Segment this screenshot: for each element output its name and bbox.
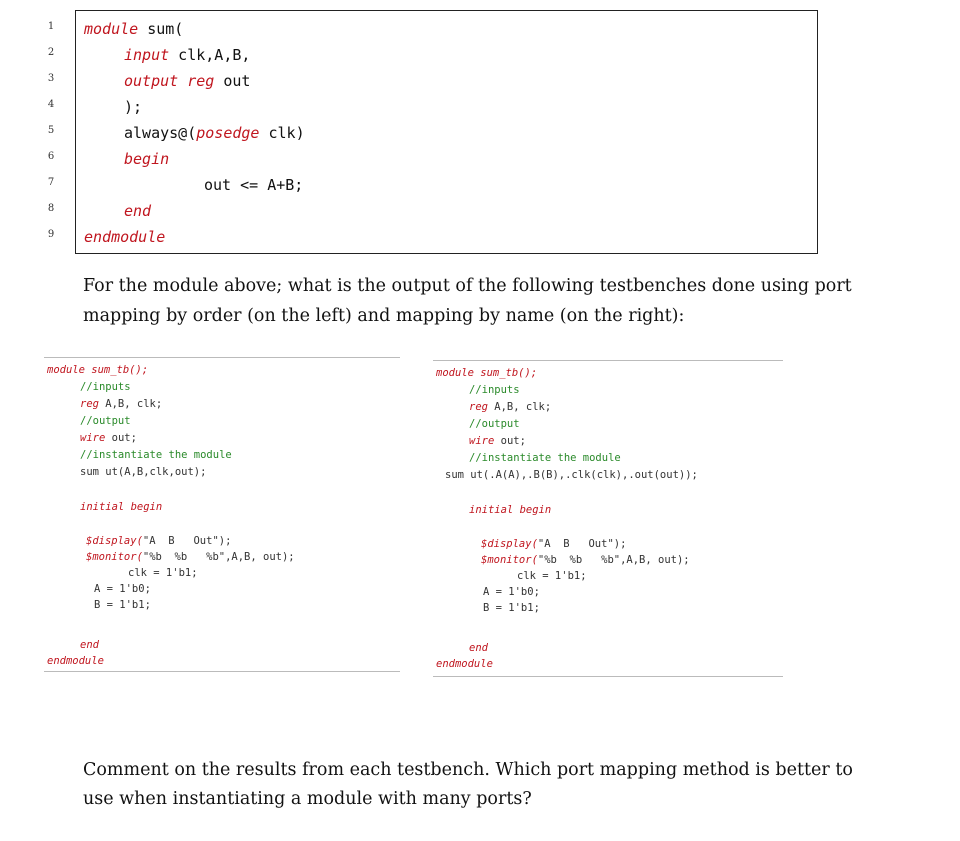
keyword: reg <box>469 401 488 413</box>
code-text: "%b %b %b",A,B, out); <box>537 554 690 566</box>
keyword: $display( <box>86 535 143 547</box>
tb-monitor-line <box>481 554 690 566</box>
line-number-4: 4 <box>47 99 55 110</box>
tb-comment-inputs: //inputs <box>469 384 520 396</box>
line-number-9: 9 <box>47 229 55 240</box>
tb-module-line <box>47 364 148 376</box>
tb-comment-instantiate: //instantiate the module <box>80 449 232 461</box>
keyword: $monitor( <box>86 551 143 563</box>
line-number-1: 1 <box>47 21 55 32</box>
code-line-9 <box>84 228 165 246</box>
line-number-6: 6 <box>47 151 55 162</box>
tb-initial-begin: initial begin <box>80 501 163 513</box>
code-text: sum( <box>138 20 184 38</box>
keyword: module sum_tb(); <box>436 367 538 379</box>
tb-clk-line: clk = 1'b1; <box>517 570 587 582</box>
code-text: out; <box>494 435 526 447</box>
keyword: posedge <box>196 124 260 142</box>
code-text: clk) <box>259 124 305 142</box>
line-number-2: 2 <box>47 47 55 58</box>
keyword: begin <box>124 150 170 168</box>
code-text: "A B Out"); <box>142 535 232 547</box>
testbench-left <box>44 357 400 672</box>
code-line-1 <box>84 20 183 38</box>
question-2-line-2: use when instantiating a module with many ports? <box>83 789 532 809</box>
question-1-line-2: mapping by order (on the left) and mapping by name (on the right): <box>83 306 685 326</box>
keyword: wire <box>80 432 106 444</box>
keyword: reg <box>80 398 99 410</box>
tb-monitor-line <box>86 551 295 563</box>
question-2-line-1: Comment on the results from each testbench. Which port mapping method is better to <box>83 760 853 780</box>
keyword: endmodule <box>84 228 166 246</box>
keyword: module sum_tb(); <box>47 364 149 376</box>
code-text: always@( <box>124 124 197 142</box>
keyword: output reg <box>124 72 215 90</box>
code-text: "A B Out"); <box>537 538 627 550</box>
line-number-8: 8 <box>47 203 55 214</box>
code-line-3 <box>124 72 250 90</box>
tb-end: end <box>80 639 99 651</box>
tb-endmodule: endmodule <box>47 655 104 667</box>
keyword: $monitor( <box>481 554 538 566</box>
code-line-6 <box>124 150 169 168</box>
tb-display-line <box>86 535 231 547</box>
tb-reg-line <box>469 401 551 413</box>
line-number-7: 7 <box>47 177 55 188</box>
tb-display-line <box>481 538 626 550</box>
tb-instantiation: sum ut(A,B,clk,out); <box>80 466 207 478</box>
code-line-8 <box>124 202 151 220</box>
tb-comment-output: //output <box>80 415 131 427</box>
line-number-3: 3 <box>47 73 55 84</box>
tb-b-line: B = 1'b1; <box>94 599 151 611</box>
tb-a-line: A = 1'b0; <box>94 583 151 595</box>
code-text: A,B, clk; <box>98 398 163 410</box>
tb-end: end <box>469 642 488 654</box>
code-line-2 <box>124 46 250 64</box>
code-text: out; <box>105 432 137 444</box>
code-text: out <box>214 72 251 90</box>
tb-wire-line <box>80 432 137 444</box>
question-1-line-1: For the module above; what is the output of the following testbenches done using port <box>83 276 852 296</box>
code-line-7: out <= A+B; <box>204 176 304 194</box>
code-text: "%b %b %b",A,B, out); <box>142 551 295 563</box>
keyword: input <box>124 46 170 64</box>
testbench-right <box>433 360 783 677</box>
tb-clk-line: clk = 1'b1; <box>128 567 198 579</box>
module-code-box <box>75 10 818 254</box>
keyword: $display( <box>481 538 538 550</box>
code-text: A,B, clk; <box>487 401 552 413</box>
keyword: wire <box>469 435 495 447</box>
tb-comment-inputs: //inputs <box>80 381 131 393</box>
tb-module-line <box>436 367 537 379</box>
tb-initial-begin: initial begin <box>469 504 552 516</box>
tb-instantiation: sum ut(.A(A),.B(B),.clk(clk),.out(out)); <box>445 469 698 481</box>
tb-reg-line <box>80 398 162 410</box>
tb-b-line: B = 1'b1; <box>483 602 540 614</box>
line-number-5: 5 <box>47 125 55 136</box>
keyword: module <box>84 20 139 38</box>
tb-a-line: A = 1'b0; <box>483 586 540 598</box>
tb-comment-output: //output <box>469 418 520 430</box>
code-text: clk,A,B, <box>169 46 251 64</box>
code-line-5 <box>124 124 305 142</box>
tb-comment-instantiate: //instantiate the module <box>469 452 621 464</box>
tb-endmodule: endmodule <box>436 658 493 670</box>
keyword: end <box>124 202 152 220</box>
code-line-4: ); <box>124 98 143 116</box>
tb-wire-line <box>469 435 526 447</box>
